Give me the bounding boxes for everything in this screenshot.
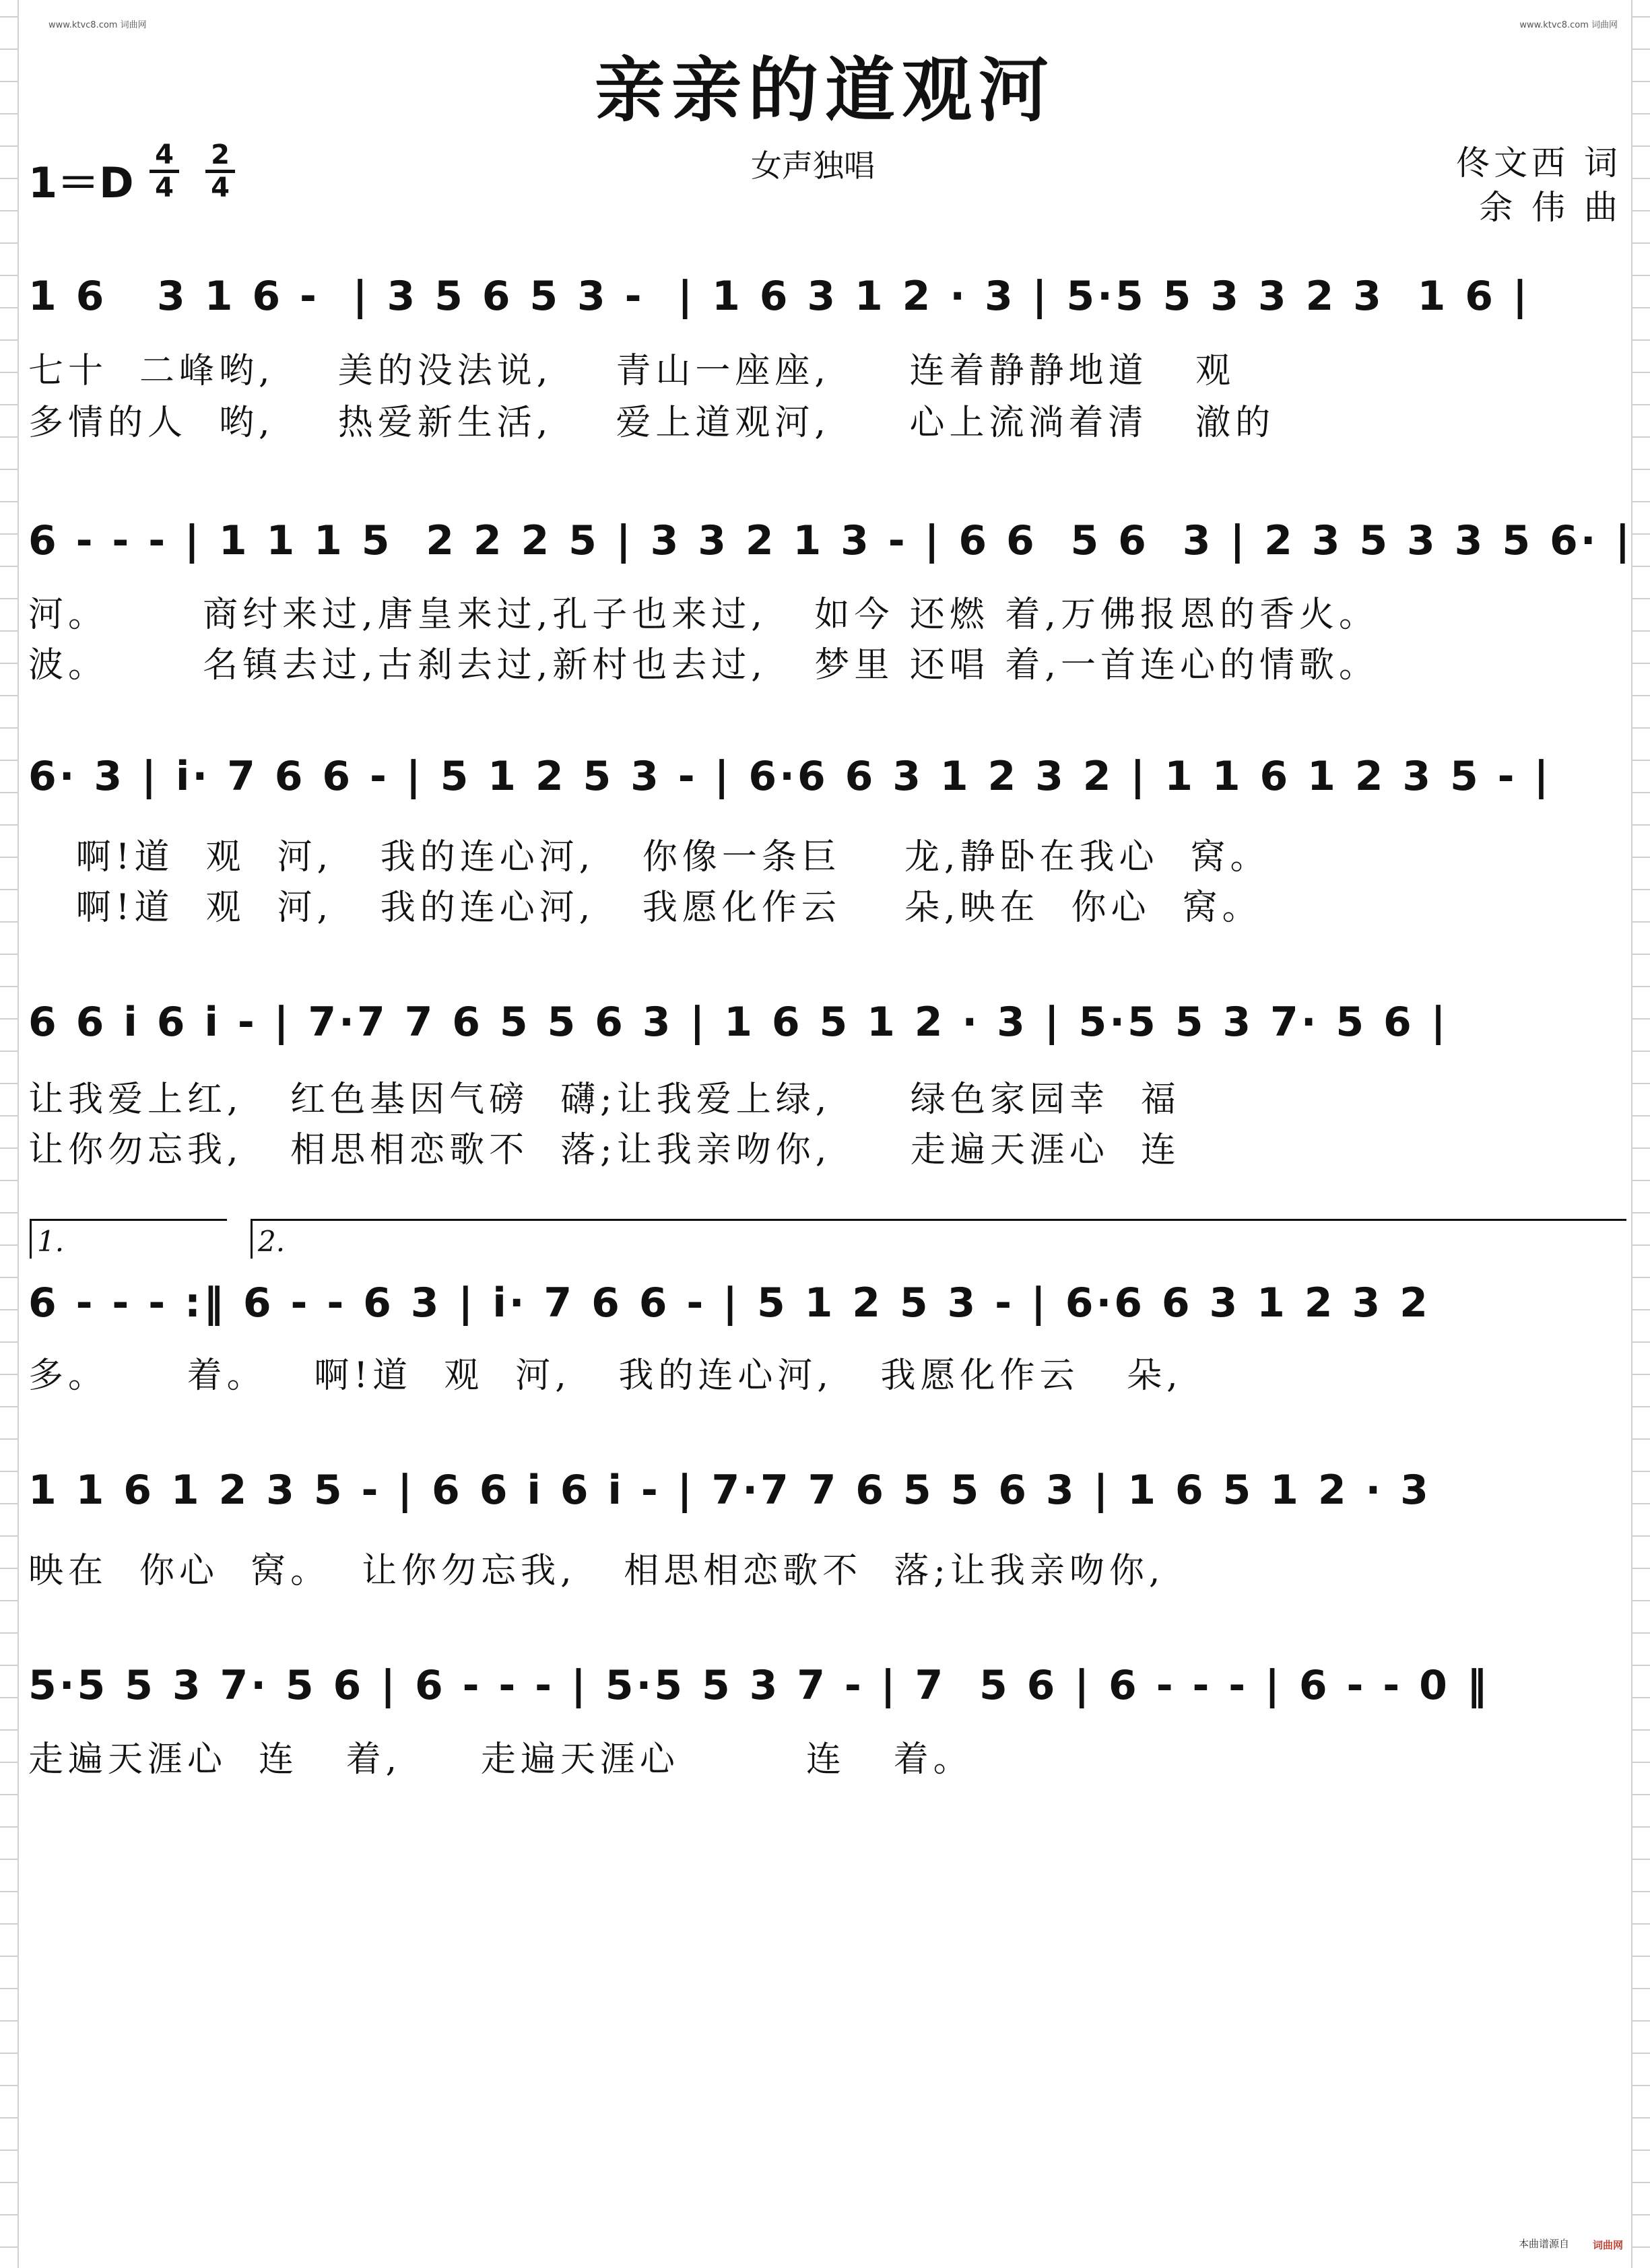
lyric-line-2-verse-1: 河。 商纣来过,唐皇来过,孔子也来过, 如今 还燃 着,万佛报恩的香火。 [28, 595, 1379, 635]
first-ending-label: 1. [37, 1225, 65, 1258]
lyric-line-6: 映在 你心 窝。 让你勿忘我, 相思相恋歌不 落;让我亲吻你, [28, 1551, 1165, 1591]
left-page-rail [0, 0, 19, 2268]
lyric-line-3-verse-1: 啊!道 观 河, 我的连心河, 你像一条巨 龙,静卧在我心 窝。 [28, 837, 1270, 877]
lyric-line-5: 多。 着。 啊!道 观 河, 我的连心河, 我愿化作云 朵, [28, 1356, 1183, 1396]
composer-credit: 余 伟 曲 [1479, 188, 1622, 227]
lyric-line-2-verse-2: 波。 名镇去过,古刹去过,新村也去过, 梦里 还唱 着,一首连心的情歌。 [28, 645, 1379, 686]
lyric-line-1-verse-2: 多情的人 哟, 热爱新生活, 爱上道观河, 心上流淌着清 澈的 [28, 403, 1276, 443]
lyric-line-3-verse-2: 啊!道 观 河, 我的连心河, 我愿化作云 朵,映在 你心 窝。 [28, 888, 1262, 928]
lyric-line-4-verse-1: 让我爱上红, 红色基因气磅 礴;让我爱上绿, 绿色家园幸 福 [28, 1079, 1181, 1120]
time-signature-1-bottom: 4 [155, 172, 174, 203]
footer-source-note: 本曲谱源自 [1518, 2238, 1569, 2250]
key-signature: 1＝D [28, 158, 134, 207]
notation-line-3: 6· 3 | i· 7 6 6 - | 5 1 2 5 3 - | 6·6 6 3 1 2 3 2 | 1 1 6 1 2 3 5 - | [28, 753, 1552, 800]
lyric-line-1-verse-1: 七十 二峰哟, 美的没法说, 青山一座座, 连着静静地道 观 [28, 351, 1236, 391]
notation-line-4: 6 6 i 6 i - | 7·7 7 6 5 5 6 3 | 1 6 5 1 2 · 3 | 5·5 5 3 7· 5 6 | [28, 999, 1449, 1046]
notation-line-6: 1 1 6 1 2 3 5 - | 6 6 i 6 i - | 7·7 7 6 5 5 6 3 | 1 6 5 1 2 · 3 [28, 1467, 1431, 1514]
page-title: 亲亲的道观河 [594, 48, 1055, 131]
time-signature-2 [205, 141, 235, 201]
notation-line-1: 1 6 3 1 6 - | 3 5 6 5 3 - | 1 6 3 1 2 · 3 | 5·5 5 3 3 2 3 1 6 | [28, 273, 1530, 320]
time-signature-1 [150, 141, 179, 201]
first-ending-bracket [30, 1219, 227, 1259]
second-ending-label: 2. [258, 1225, 286, 1258]
time-signature-2-top: 2 [211, 139, 230, 170]
performance-type: 女声独唱 [751, 147, 875, 184]
time-signature-1-top: 4 [155, 139, 174, 170]
notation-line-5: 6 - - - :‖ 6 - - 6 3 | i· 7 6 6 - | 5 1 2 5 3 - | 6·6 6 3 1 2 3 2 [28, 1279, 1430, 1327]
notation-line-7: 5·5 5 3 7· 5 6 | 6 - - - | 5·5 5 3 7 - | 7 5 6 | 6 - - - | 6 - - 0 ‖ [28, 1662, 1490, 1709]
lyric-line-7: 走遍天涯心 连 着, 走遍天涯心 连 着。 [28, 1739, 973, 1780]
second-ending-bracket [251, 1219, 1626, 1259]
watermark-left: www.ktvc8.com 词曲网 [48, 20, 147, 30]
notation-line-2: 6 - - - | 1 1 1 5 2 2 2 5 | 3 3 2 1 3 - | 6 6 5 6 3 | 2 3 5 3 3 5 6· | [28, 517, 1633, 564]
watermark-right: www.ktvc8.com 词曲网 [1519, 20, 1618, 30]
right-page-rail [1631, 0, 1650, 2268]
lyricist-credit: 佟文西 词 [1456, 143, 1622, 182]
footer-brand: 词曲网 [1592, 2239, 1623, 2251]
time-signature-2-bottom: 4 [211, 172, 230, 203]
lyric-line-4-verse-2: 让你勿忘我, 相思相恋歌不 落;让我亲吻你, 走遍天涯心 连 [28, 1130, 1181, 1170]
